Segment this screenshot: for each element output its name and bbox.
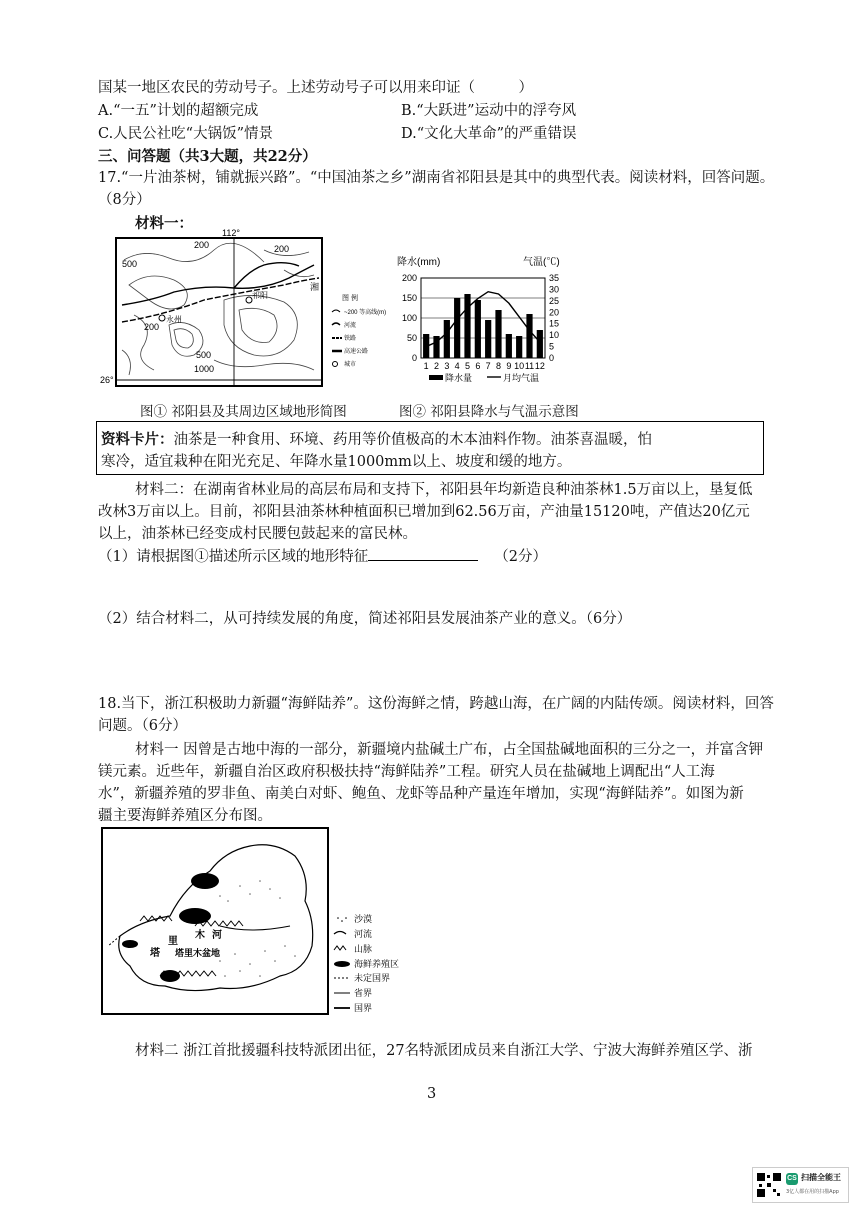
y-tick-label: 0 [411,353,417,363]
precipitation-bar [454,298,460,358]
legend-temperature: 月均气温 [503,373,540,383]
question-17-score: （8分） [98,192,151,208]
material-18-line-3: 水”，新疆养殖的罗非鱼、南美白对虾、鲍鱼、龙虾等品种产量连年增加，实现“海鲜陆养”。如图为新 [98,786,744,802]
y2-tick-label: 0 [549,353,555,363]
x-tick-label: 8 [495,361,502,371]
contour-label: 1000 [194,364,215,374]
precipitation-bar [516,336,522,358]
x-tick-label: 10 [514,361,525,371]
material-two-line-2: 改林3万亩以上。目前，祁阳县油茶林种植面积已增加到62.56万亩，产油量15120吨，产值达20亿元 [98,504,750,520]
precipitation-bar [537,330,543,358]
y2-tick-label: 15 [549,318,560,329]
figure-1-caption: 图① 祁阳县及其周边区域地形简图 [140,404,347,420]
y-tick-label: 200 [401,273,417,283]
y-tick-label: 50 [406,333,417,343]
question-18-stem: 18.当下，浙江积极助力新疆“海鲜陆养”。这份海鲜之情，跨越山海，在广阔的内陆传颂。阅读材料，回答 [98,696,774,712]
longitude-label: 112° [222,228,240,238]
y-tick-label: 150 [401,293,417,303]
legend-province-border: 省界 [354,988,373,998]
app-slogan: 3亿人都在用的扫描App [786,1189,839,1195]
legend-desert: 沙漠 [354,914,373,924]
legend-precipitation: 降水量 [445,373,473,383]
qr-code-icon [756,1172,782,1198]
legend-river: 河流 [344,323,357,329]
x-tick-label: 7 [485,361,491,371]
option-b: B.“大跃进”运动中的浮夸风 [401,103,577,119]
x-tick-label: 11 [524,361,535,371]
map-label: 木 [195,930,205,941]
data-card-line-2: 寒冷，适宜栽种在阳光充足、年降水量1000mm以上、坡度和缓的地方。 [101,454,572,470]
terrain-map [100,228,344,395]
precipitation-bar [464,294,470,358]
scanner-watermark [752,1167,849,1203]
legend-railway: 铁路 [344,336,357,342]
data-card-text: 油茶是一种食用、环境、药用等价值极高的木本油料作物。油茶喜温暖，怕 [173,432,652,448]
section-heading: 三、问答题（共3大题，共22分） [98,148,317,165]
contour-label: 500 [196,350,212,360]
legend-city: 城市 [344,362,357,368]
figure-2-caption: 图② 祁阳县降水与气温示意图 [399,404,579,420]
data-card-label: 资料卡片： [101,431,174,448]
legend-contour: ~200 等高线(m) [344,310,387,316]
sub-question-1 [98,545,547,566]
legend-bar-swatch [429,375,443,380]
material-18-two: 材料二 浙江首批援疆科技特派团出征，27名特派团成员来自浙江大学、宁波大海鲜养殖区学、浙 [135,1043,753,1059]
x-tick-label: 6 [475,361,481,371]
map-label: 河 [212,930,222,941]
x-tick-label: 9 [506,361,512,371]
y-axis-left-label: 降水(mm) [397,257,441,268]
map-label: 里 [168,936,178,947]
contour-label: 200 [194,240,210,250]
temperature-line [426,292,540,347]
river-label: 湘 [310,282,320,292]
xinjiang-map [100,826,430,1016]
contour-label: 200 [144,322,160,332]
data-card [96,421,764,475]
question-18-score: 问题。（6分） [98,718,187,734]
legend-river: 河流 [354,929,373,939]
material-18-line-2: 镁元素。近些年，新疆自治区政府积极扶持“海鲜陆养”工程。研究人员在盐碱地上调配出“人工海 [98,764,715,780]
data-card-line-1 [101,428,652,449]
material-18-line-1: 材料一 因曾是古地中海的一部分，新疆境内盐碱土广布，占全国盐碱地面积的三分之一，并富含钾 [135,742,764,758]
answer-blank[interactable] [368,546,478,561]
question-17-stem: 17.“一片油茶树，铺就振兴路”。“中国油茶之乡”湖南省祁阳县是其中的典型代表。阅读材料，回答问题。 [98,170,775,186]
x-tick-label: 1 [423,361,429,371]
app-logo: CS [786,1173,798,1185]
x-tick-label: 3 [444,361,450,371]
material-18-line-4: 疆主要海鲜养殖区分布图。 [98,808,272,824]
precipitation-bar [526,314,532,358]
climate-chart [395,253,575,393]
y-tick-label: 100 [401,313,417,323]
legend-title: 图 例 [342,295,358,302]
material-two-line-1: 材料二：在湖南省林业局的高层布局和支持下，祁阳县年均新造良种油茶林1.5万亩以上，垦复低 [135,482,753,498]
app-name: 扫描全能王 [801,1173,841,1182]
page-number: 3 [427,1086,437,1102]
option-d: D.“文化大革命”的严重错误 [401,126,577,142]
y-axis-right-label: 气温(℃) [523,257,560,268]
precipitation-bar [475,300,481,358]
x-tick-label: 12 [534,361,545,371]
latitude-label: 26° [100,375,114,385]
y2-tick-label: 35 [549,273,560,283]
x-tick-label: 5 [464,361,471,371]
legend-national-border: 国界 [354,1003,373,1013]
legend-mountain: 山脉 [354,944,373,954]
terrain-map-legend [330,292,390,382]
basin-label: 塔里木盆地 [175,948,221,958]
contour-label: 200 [274,244,290,254]
material-two-line-3: 以上，油茶林已经变成村民腰包鼓起来的富民林。 [98,526,417,542]
precipitation-bar [444,320,450,358]
question-16-tail: 国某一地区农民的劳动号子。上述劳动号子可以用来印证（ ） [98,80,533,96]
legend-seafood-area: 海鲜养殖区 [354,959,400,969]
map-label: 塔 [150,948,160,959]
y2-tick-label: 10 [549,330,560,341]
precipitation-bar [485,320,491,358]
option-c: C.人民公社吃“大锅饭”情景 [98,126,274,142]
contour-label: 500 [122,259,138,269]
sub-question-1-score: （2分） [494,549,547,565]
material-one-label: 材料一： [135,215,193,232]
precipitation-bar [495,310,501,358]
city-label: 祁阳 [252,291,268,300]
sub-question-1-text: （1）请根据图①描述所示区域的地形特征 [98,549,369,565]
legend-highway: 高速公路 [344,349,369,355]
y2-tick-label: 25 [549,295,560,306]
option-a: A.“一五”计划的超额完成 [98,103,259,119]
y2-tick-label: 5 [549,341,555,352]
y2-tick-label: 30 [549,284,560,295]
precipitation-bar [506,334,512,358]
y2-tick-label: 20 [549,307,560,318]
x-tick-label: 2 [433,361,440,371]
x-tick-label: 4 [454,361,460,371]
legend-undefined-border: 未定国界 [354,973,391,983]
sub-question-2: （2）结合材料二，从可持续发展的角度，简述祁阳县发展油茶产业的意义。（6分） [98,611,632,627]
city-label: 永州 [166,315,182,324]
